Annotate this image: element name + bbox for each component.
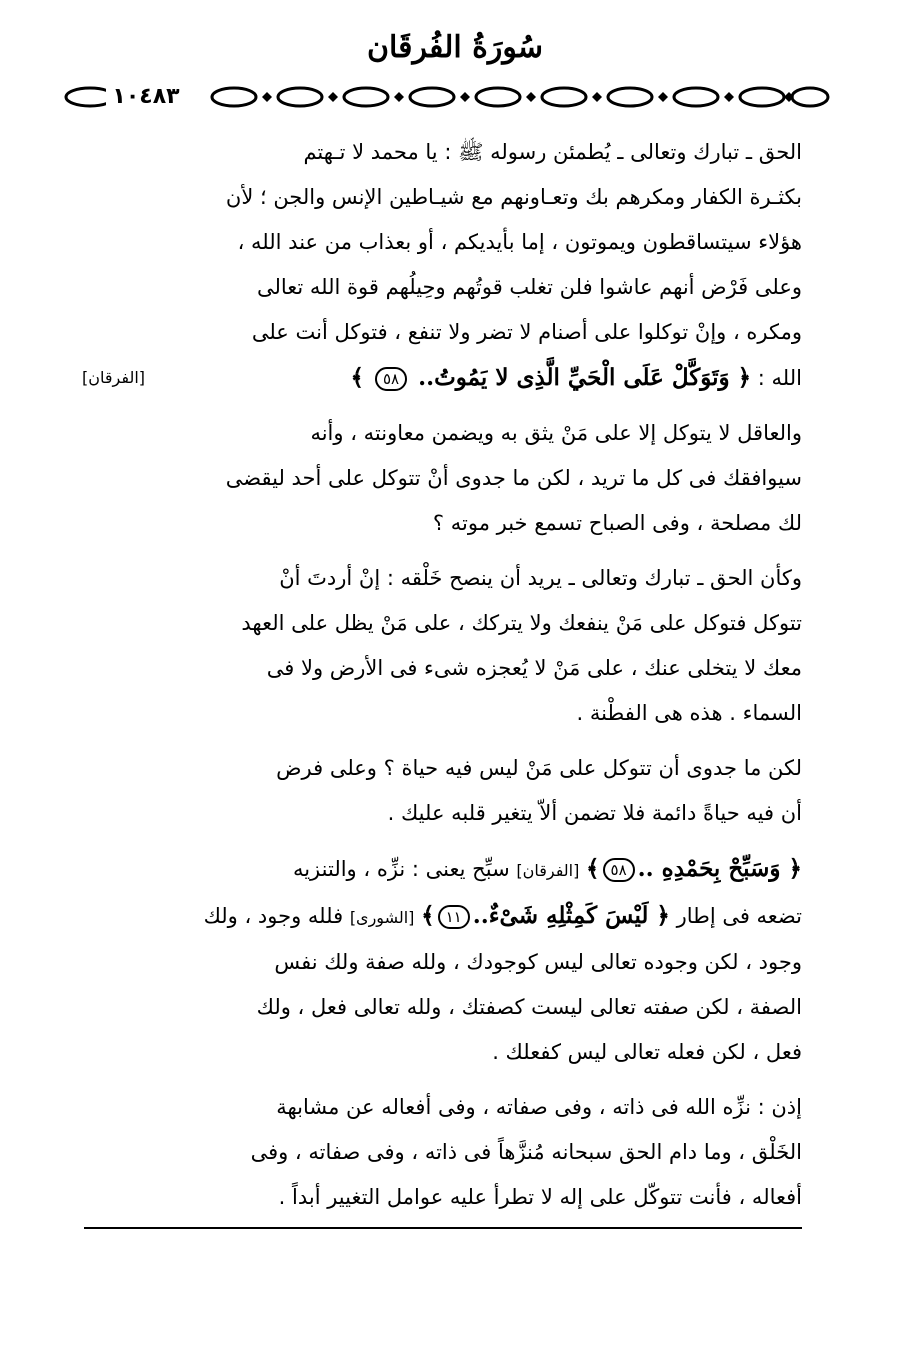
text-line: هؤلاء سيتساقطون ويموتون ، إما بأيديكم ، أو بعذاب من عند الله ، xyxy=(237,230,802,254)
text-line: لك مصلحة ، وفى الصباح تسمع خبر موته ؟ xyxy=(432,511,802,535)
ayah-number: ٥٨ xyxy=(603,858,635,882)
chain-link-3 xyxy=(278,88,322,106)
paragraph-5 xyxy=(82,846,802,1075)
text-segment: سبِّح يعنى : نزِّه ، والتنزيه xyxy=(292,857,517,881)
text-line: بكثـرة الكفار ومكرهم بك وتعـاونهم مع شيـاطين الإنس والجن ؛ لأن xyxy=(225,185,802,209)
text-line: الخَلْق ، وما دام الحق سبحانه مُنزَّهاً فى ذاته ، وفى صفاته ، وفى xyxy=(250,1140,802,1164)
text-line: إذن : نزِّه الله فى ذاته ، وفى صفاته ، وفى أفعاله عن مشابهة xyxy=(276,1095,802,1119)
chain-link-7 xyxy=(542,88,586,106)
chain-link-8 xyxy=(608,88,652,106)
text-line: أفعاله ، فأنت تتوكّل على إله لا تطرأ عليه عوامل التغيير أبداً . xyxy=(278,1185,802,1209)
paragraph-6 xyxy=(82,1085,802,1220)
paragraph-1 xyxy=(82,130,802,401)
chain-link-11 xyxy=(792,88,828,106)
ayah-number: ١١ xyxy=(438,905,470,929)
chain-link-2 xyxy=(212,88,256,106)
text-segment: فلله وجود ، ولك xyxy=(203,904,350,928)
verse-close: ﴾ xyxy=(350,364,372,391)
verse-close: ﴾ xyxy=(421,902,435,929)
text-line: معك لا يتخلى عنك ، على مَنْ لا يُعجزه شىء فى الأرض ولا فى xyxy=(266,656,802,680)
paragraph-3 xyxy=(82,556,802,736)
surah-reference: [الفرقان] xyxy=(82,368,145,387)
text-line: الحق ـ تبارك وتعالى ـ يُطمئن رسوله ﷺ : يا محمد لا تـهتم xyxy=(303,140,802,164)
chain-link-6 xyxy=(476,88,520,106)
text-line: سيوافقك فى كل ما تريد ، لكن ما جدوى أنْ تتوكل على أحد ليقضى xyxy=(225,466,802,490)
quran-verse: ﴿ لَيْسَ كَمِثْلِهِ شَىْءٌ.. xyxy=(472,902,670,929)
verse-line xyxy=(82,893,802,940)
text-line: تتوكل فتوكل على مَنْ ينفعك ولا يتركك ، على مَنْ يظل على العهد xyxy=(241,611,802,635)
text-line: وجود ، لكن وجوده تعالى ليس كوجودك ، ولله صفة ولك نفس xyxy=(274,950,802,974)
chain-link-4 xyxy=(344,88,388,106)
surah-title: سُورَةُ الفُرقَان xyxy=(366,30,543,65)
quran-verse: ﴿ وَسَبِّحْ بِحَمْدِهِ .. xyxy=(637,855,802,882)
verse-prefix: الله : xyxy=(757,366,802,390)
text-line: الصفة ، لكن صفته تعالى ليست كصفتك ، ولله تعالى فعل ، ولك xyxy=(256,995,802,1019)
chain-link-10 xyxy=(740,88,784,106)
text-line: والعاقل لا يتوكل إلا على مَنْ يثق به ويضمن معاونته ، وأنه xyxy=(310,421,802,445)
surah-reference: [الفرقان] xyxy=(516,861,580,880)
text-line: السماء . هذه هى الفطْنة . xyxy=(576,701,802,725)
text-line: وعلى فَرْض أنهم عاشوا فلن تغلب قوتُهم وحِيلُهم قوة الله تعالى xyxy=(256,275,802,299)
text-segment: تضعه فى إطار xyxy=(669,904,802,928)
ayah-number: ٥٨ xyxy=(375,367,407,391)
chain-link-9 xyxy=(674,88,718,106)
footer-divider xyxy=(84,1227,802,1229)
text-line: فعل ، لكن فعله تعالى ليس كفعلك . xyxy=(492,1040,802,1064)
page-number: ١٠٤٨٣ xyxy=(106,84,186,110)
body-text xyxy=(82,130,802,1230)
verse-close: ﴾ xyxy=(586,855,600,882)
text-line: أن فيه حياةً دائمة فلا تضمن ألاّ يتغير قلبه عليك . xyxy=(387,801,802,825)
chain-link-5 xyxy=(410,88,454,106)
text-line: لكن ما جدوى أن تتوكل على مَنْ ليس فيه حياة ؟ وعلى فرض xyxy=(276,756,802,780)
paragraph-4 xyxy=(82,746,802,836)
text-line: ومكره ، وإنْ توكلوا على أصنام لا تضر ولا تنفع ، فتوكل أنت على xyxy=(251,320,802,344)
verse-line xyxy=(82,355,802,401)
paragraph-2 xyxy=(82,411,802,546)
text-line: وكأن الحق ـ تبارك وتعالى ـ يريد أن ينصح خَلْقه : إنْ أردتَ أنْ xyxy=(279,566,802,590)
verse-line xyxy=(82,846,802,893)
quran-verse: ﴿ وَتَوَكَّلْ عَلَى الْحَيِّ الَّذِى لا يَمُوتُ.. xyxy=(410,364,752,391)
surah-reference: [الشورى] xyxy=(349,908,415,927)
